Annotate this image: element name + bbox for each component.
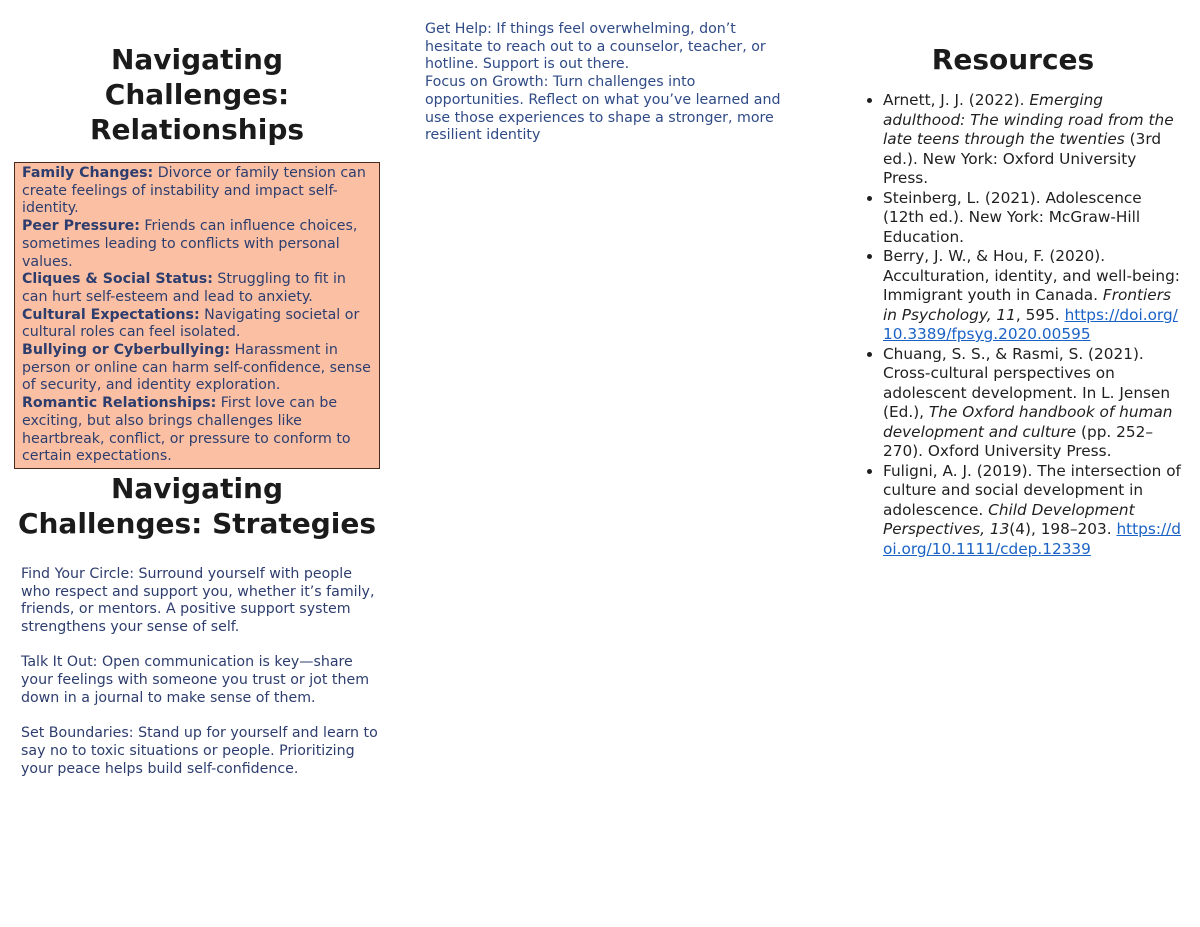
doi-link[interactable]: https://doi.org/10.1111/cdep.12339 <box>883 520 1182 558</box>
strategy-item: Focus on Growth: Turn challenges into opportunities. Reflect on what you’ve learned and use those experiences to shape a stronger, more resilient identity <box>425 74 781 144</box>
relationship-challenges-box <box>14 162 380 469</box>
right-panel <box>843 0 1183 559</box>
reference-item: • Arnett, J. J. (2022). Emerging adulthood: The winding road from the late teens through the twenties (3rd ed.). New York: Oxford University Press. <box>883 91 1183 189</box>
challenge-item: Cultural Expectations: Navigating societal or cultural roles can feel isolated. <box>22 306 360 341</box>
strategies-list <box>14 566 380 778</box>
left-panel <box>14 0 380 796</box>
relationships-heading: Navigating Challenges: Relationships <box>89 43 305 146</box>
reference-item: • Steinberg, L. (2021). Adolescence (12th ed.). New York: McGraw-Hill Education. <box>883 189 1183 248</box>
challenge-item: Cliques & Social Status: Struggling to fit in can hurt self-esteem and lead to anxiety. <box>22 271 346 305</box>
reference-item: • Chuang, S. S., & Rasmi, S. (2021). Cross-cultural perspectives on adolescent development. In L. Jensen (Ed.), The Oxford handbook of human development and culture (pp. 252–270). Oxford University Press. <box>883 345 1183 462</box>
strategy-item: Get Help: If things feel overwhelming, don’t hesitate to reach out to a counselor, teacher, or hotline. Support is out there. <box>425 21 766 73</box>
reference-item: • Fuligni, A. J. (2019). The intersection of culture and social development in adolescence. Child Development Perspectives, 13(4), 198–203. https://doi.org/10.1111/cdep.12339 <box>883 462 1183 560</box>
strategies-continued <box>425 21 785 145</box>
middle-panel <box>425 0 785 145</box>
challenge-item: Bullying or Cyberbullying: Harassment in person or online can harm self-confidence, sense of security, and identity exploration. <box>22 342 371 394</box>
references-list <box>843 91 1183 559</box>
challenge-item: Family Changes: Divorce or family tension can create feelings of instability and impact self-identity. <box>22 165 366 217</box>
strategy-item: Set Boundaries: Stand up for yourself and learn to say no to toxic situations or people. Prioritizing your peace helps build self-confidence. <box>21 725 378 777</box>
strategy-item: Find Your Circle: Surround yourself with people who respect and support you, whether it’s family, friends, or mentors. A positive support system strengthens your sense of self. <box>21 565 375 636</box>
resources-heading: Resources <box>931 43 1095 76</box>
challenge-item: Peer Pressure: Friends can influence choices, sometimes leading to conflicts with personal values. <box>22 218 358 270</box>
strategies-heading: Navigating Challenges: Strategies <box>17 471 377 540</box>
challenge-item: Romantic Relationships: First love can be exciting, but also brings challenges like heartbreak, conflict, or pressure to conform to certain expectations. <box>22 395 351 465</box>
strategy-item: Talk It Out: Open communication is key—share your feelings with someone you trust or jot them down in a journal to make sense of them. <box>21 654 370 706</box>
reference-item: • Berry, J. W., & Hou, F. (2020). Acculturation, identity, and well-being: Immigrant youth in Canada. Frontiers in Psychology, 11, 595. https://doi.org/10.3389/fpsyg.2020.00595 <box>883 247 1183 345</box>
doi-link[interactable]: https://doi.org/10.3389/fpsyg.2020.00595 <box>883 305 1178 343</box>
